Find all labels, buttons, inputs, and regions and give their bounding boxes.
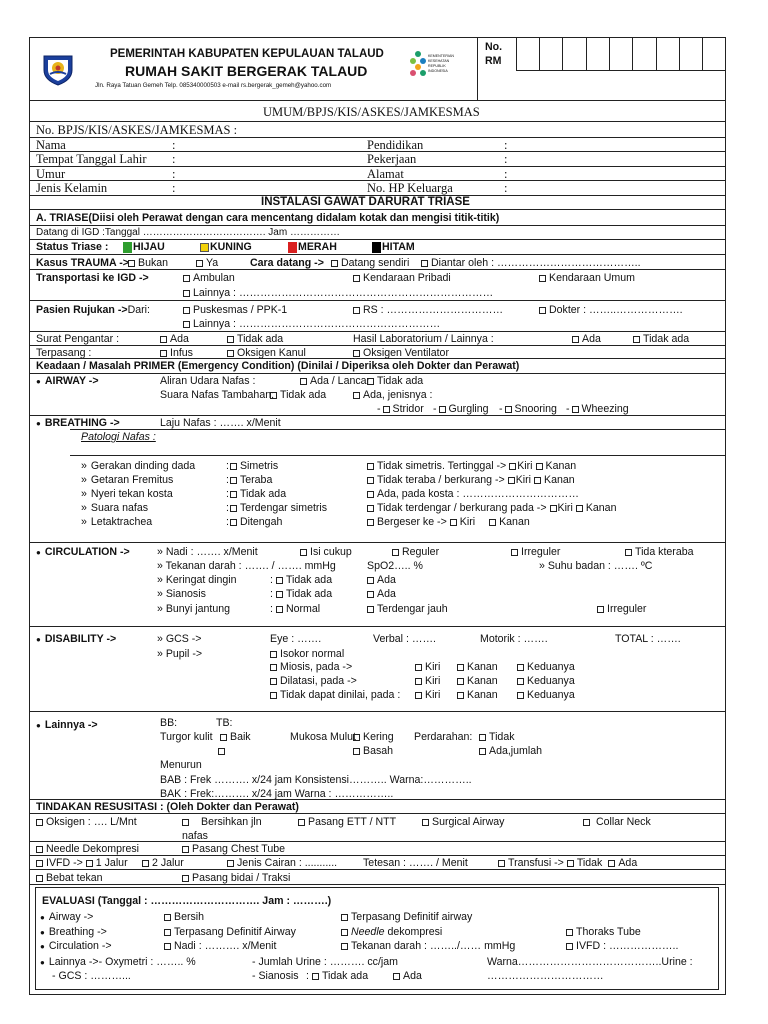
- eval-bersih-checkbox[interactable]: Bersih: [164, 911, 204, 923]
- letak-trachea-label: » Letaktrachea: [81, 516, 153, 528]
- hospital-address: Jln. Raya Tatuan Gemeh Telp. 085340000503 e-mail rs.bergerak_gemeh@yahoo.com: [95, 82, 332, 89]
- spo2-field[interactable]: SpO2….. %: [367, 560, 423, 572]
- getaran-label: » Getaran Fremitus: [81, 474, 174, 486]
- tidak-teraba-checkbox[interactable]: Tidak teraba / berkurang -> Kiri Kanan: [367, 474, 575, 486]
- gcs-label: » GCS ->: [157, 633, 202, 645]
- triase-hijau-option[interactable]: HIJAU: [123, 241, 165, 253]
- eval-gcs-field[interactable]: - GCS : ………...: [52, 970, 131, 982]
- eval-nadi-checkbox[interactable]: Nadi : ………. x/Menit: [164, 940, 276, 952]
- trauma-bukan-checkbox[interactable]: Bukan: [128, 257, 168, 269]
- stridor-checkbox[interactable]: - Stridor: [377, 403, 424, 415]
- eval-thoraks-tube-checkbox[interactable]: Thoraks Tube: [566, 926, 641, 938]
- dilatasi-keduanya-checkbox[interactable]: Keduanya: [517, 675, 575, 687]
- terpasang-label: Terpasang :: [36, 347, 92, 359]
- isokor-checkbox[interactable]: Isokor normal: [270, 648, 344, 660]
- airway-label: ● AIRWAY ->: [36, 375, 99, 387]
- nyeri-tidak-ada-checkbox[interactable]: : Tidak ada: [226, 488, 287, 500]
- oksigen-checkbox[interactable]: Oksigen : …. L/Mnt: [36, 816, 137, 828]
- suhu-field[interactable]: » Suhu badan : ……. ºC: [539, 560, 653, 572]
- gerakan-tidak-simetris-checkbox[interactable]: Tidak simetris. Tertinggal -> Kiri Kanan: [367, 460, 576, 472]
- infus-checkbox[interactable]: Infus: [160, 347, 193, 359]
- keringat-label: » Keringat dingin: [157, 574, 237, 586]
- kemenkes-logo: [410, 50, 458, 84]
- datang-igd-field[interactable]: Datang di IGD :Tanggal ………………………………. Jam ……………: [36, 227, 340, 238]
- gurgling-checkbox[interactable]: - Gurgling: [433, 403, 489, 415]
- eval-lainnya-label: ● Lainnya ->- Oxymetri : …….. %: [40, 956, 196, 968]
- suara-tidak-ada-checkbox[interactable]: Tidak ada: [270, 389, 326, 401]
- gcs-motorik-field[interactable]: Motorik : …….: [480, 633, 548, 645]
- regency-emblem-icon: [40, 52, 76, 86]
- pendidikan-label: Pendidikan: [367, 138, 424, 152]
- sianosis-label: » Sianosis: [157, 588, 206, 600]
- hasil-lab-label: Hasil Laboratorium / Lainnya :: [353, 333, 494, 345]
- jenis-kelamin-label: Jenis Kelamin: [36, 181, 108, 195]
- lab-ada-checkbox[interactable]: Ada: [572, 333, 601, 345]
- alamat-label: Alamat: [367, 167, 404, 181]
- resusitasi-title: TINDAKAN RESUSITASI : (Oleh Dokter dan Perawat): [36, 801, 299, 813]
- teraba-checkbox[interactable]: : Teraba: [226, 474, 273, 486]
- oksigen-kanul-checkbox[interactable]: Oksigen Kanul: [227, 347, 306, 359]
- rm-number-boxes[interactable]: [516, 38, 726, 70]
- surgical-airway-checkbox[interactable]: Surgical Airway: [422, 816, 504, 828]
- triase-heading: A. TRIASE(Diisi oleh Perawat dengan cara mencentang didalam kotak dan mengisi titik-titik): [36, 212, 500, 224]
- bergeser-checkbox[interactable]: Bergeser ke -> Kiri Kanan: [367, 516, 530, 528]
- ett-checkbox[interactable]: Pasang ETT / NTT: [298, 816, 396, 828]
- kendaraan-pribadi-checkbox[interactable]: Kendaraan Pribadi: [353, 272, 451, 284]
- tidak-dinilai-kanan-checkbox[interactable]: Kanan: [457, 689, 498, 701]
- perdarahan-ada-checkbox[interactable]: Ada,jumlah: [479, 745, 542, 757]
- hospital-logo: [40, 52, 76, 86]
- eval-circulation-label: ● Circulation ->: [40, 940, 112, 952]
- aliran-tidak-ada-checkbox[interactable]: Tidak ada: [367, 375, 423, 387]
- nama-label: Nama: [36, 138, 66, 152]
- kendaraan-umum-checkbox[interactable]: Kendaraan Umum: [539, 272, 635, 284]
- cara-datang-label: Cara datang ->: [250, 257, 324, 269]
- laju-nafas-field[interactable]: Laju Nafas : ……. x/Menit: [160, 417, 281, 429]
- sianosis-tidak-ada-checkbox[interactable]: : Tidak ada: [270, 588, 333, 600]
- eval-urine-field[interactable]: - Jumlah Urine : ………. cc/jam: [252, 956, 398, 968]
- eval-airway-label: ● Airway ->: [40, 911, 94, 923]
- nyeri-ada-checkbox[interactable]: Ada, pada kosta : ……………………………: [367, 488, 579, 500]
- rm-label-2: RM: [485, 55, 502, 67]
- bersihkan-checkbox[interactable]: Bersihkan jln: [182, 816, 262, 828]
- ivfd-2jalur-checkbox[interactable]: 2 Jalur: [142, 857, 184, 869]
- pupil-label: » Pupil ->: [157, 648, 203, 660]
- transfusi-checkbox[interactable]: Transfusi -> Tidak Ada: [498, 857, 637, 869]
- eval-terpasang-airway2-checkbox[interactable]: Terpasang Definitif Airway: [164, 926, 296, 938]
- eval-sianosis-tidak-ada-checkbox[interactable]: : Tidak ada: [306, 970, 369, 982]
- snooring-checkbox[interactable]: - Snooring: [499, 403, 557, 415]
- ttl-label: Tempat Tanggal Lahir: [36, 152, 147, 166]
- bpjs-number-field[interactable]: No. BPJS/KIS/ASKES/JAMKESMAS :: [36, 123, 238, 137]
- suara-ada-checkbox[interactable]: Ada, jenisnya :: [353, 389, 433, 401]
- rs-checkbox[interactable]: RS : ……………………………: [353, 304, 503, 316]
- hospital-name: RUMAH SAKIT BERGERAK TALAUD: [125, 63, 368, 79]
- terdengar-simetris-checkbox[interactable]: : Terdengar simetris: [226, 502, 328, 514]
- turgor-label: Turgor kulit: [160, 731, 213, 743]
- triase-kuning-option[interactable]: KUNING: [200, 241, 252, 253]
- bunyi-irreguler-checkbox[interactable]: Irreguler: [597, 603, 646, 615]
- payer-line: UMUM/BPJS/KIS/ASKES/JAMKESMAS: [263, 105, 480, 119]
- eval-terpasang-airway-checkbox[interactable]: Terpasang Definitif airway: [341, 911, 472, 923]
- bb-field[interactable]: BB:: [160, 717, 178, 729]
- bak-field[interactable]: BAK : Frek:………. x/24 jam Warna : ……………..: [160, 788, 394, 800]
- nadi-field[interactable]: » Nadi : ……. x/Menit: [157, 546, 258, 558]
- gov-title: PEMERINTAH KABUPATEN KEPULAUAN TALAUD: [110, 48, 384, 60]
- sianosis-ada-checkbox[interactable]: Ada: [367, 588, 396, 600]
- pekerjaan-label: Pekerjaan: [367, 152, 417, 166]
- umur-label: Umur: [36, 167, 66, 181]
- dilatasi-kiri-checkbox[interactable]: Kiri: [415, 675, 440, 687]
- eval-sianosis-label: - Sianosis: [252, 970, 299, 982]
- surat-pengantar-label: Surat Pengantar :: [36, 333, 120, 345]
- miosis-checkbox[interactable]: Miosis, pada ->: [270, 661, 352, 673]
- tidak-dinilai-keduanya-checkbox[interactable]: Keduanya: [517, 689, 575, 701]
- tidak-dinilai-checkbox[interactable]: Tidak dapat dinilai, pada :: [270, 689, 400, 701]
- tidak-dinilai-kiri-checkbox[interactable]: Kiri: [415, 689, 440, 701]
- status-triase-label: Status Triase :: [36, 241, 109, 253]
- dilatasi-checkbox[interactable]: Dilatasi, pada ->: [270, 675, 357, 687]
- yellow-swatch: [200, 243, 209, 252]
- ivfd-checkbox[interactable]: IVFD -> 1 Jalur: [36, 857, 128, 869]
- rujukan-label: Pasien Rujukan ->Dari:: [36, 304, 150, 316]
- miosis-keduanya-checkbox[interactable]: Keduanya: [517, 661, 575, 673]
- tidak-terdengar-checkbox[interactable]: Tidak terdengar / berkurang pada -> Kiri Kanan: [367, 502, 616, 514]
- datang-sendiri-checkbox[interactable]: Datang sendiri: [331, 257, 409, 269]
- breathing-label: ● BREATHING ->: [36, 417, 120, 429]
- turgor-menurun-checkbox[interactable]: [218, 745, 228, 757]
- triage-form: PEMERINTAH KABUPATEN KEPULAUAN TALAUD RUMAH SAKIT BERGERAK TALAUD Jln. Raya Tatuan Gemeh Telp. 085340000503 e-mail rs.bergerak_gemeh@yahoo.com KEMENTERIAN KESEHATAN REPUBLIK INDONESIA No. RM UMUM/BPJS/KIS/ASKES/JAMKESMAS No. BPJS/KIS/ASKES/JAMKESMAS : Nama : Pendidikan : Tempat Tanggal Lahir : Pekerjaan : Umur : Alamat : Jenis Kelamin : No. HP Keluarga : INSTALASI GAWAT DARURAT TRIASE A. TRIASE(Diisi oleh Perawat dengan cara mencentang didalam kotak dan mengisi titik-titik) Datang di IGD :Tanggal ………………………………. Jam …………… Status Triase : HIJAU KUNING MERAH HITAM Kasus TRAUMA -> Bukan Ya Cara datang -> Datang sendiri Diantar oleh : ………………………………….. Transportasi ke IGD -> Ambulan Kendaraan Pribadi Kendaraan Umum Lainnya : ……………………………………………………………… Pasien Rujukan ->Dari: Puskesmas / PPK-1 RS : …………………………… Dokter : ……..………………. Lainnya : ………………………………………………… Surat Pengantar : Ada Tidak ada Hasil Laboratorium / Lainnya : Ada Tidak ada Terpasang : Infus Oksigen Kanul Oksigen Ventilator Keadaan / Masalah PRIMER (Emergency Condition) (Dinilai / Diperiksa oleh Dokter dan Perawat) ● AIRWAY -> Aliran Udara Nafas : Ada / Lancar Tidak ada Suara Nafas Tambahan: Tidak ada Ada, jenisnya : - Stridor - Gurgling - Snooring - Wheezing ● BREATHING -> Laju Nafas : ……. x/Menit Patologi Nafas : » Gerakan dinding dada : Simetris Tidak simetris. Tertinggal -> Kiri Kanan » Getaran Fremitus : Teraba Tidak teraba / berkurang -> Kiri Kanan » Nyeri tekan kosta : Tidak ada Ada, pada kosta : …………………………… » Suara nafas : Terdengar simetris Tidak terdengar / berkurang pada -> Kiri Kanan » Letaktrachea : Ditengah Bergeser ke -> Kiri Kanan ● CIRCULATION -> » Nadi : ……. x/Menit Isi cukup Reguler Irreguler Tida kteraba » Tekanan darah : ……. / ……. mmHg SpO2….. % » Suhu badan : ……. ºC » Keringat dingin : Tidak ada Ada » Sianosis : Tidak ada Ada » Bunyi jantung : Normal Terdengar jauh Irreguler ● DISABILITY -> » GCS -> Eye : ……. Verbal : ……. Motorik : ……. TOTAL : ……. » Pupil -> Isokor normal Miosis, pada -> Kiri Kanan Keduanya Dilatasi, pada -> Kiri Kanan Keduanya Tidak dapat dinilai, pada : Kiri Kanan Keduanya ● Lainnya -> BB: TB: Turgor kulit Baik Menurun Mukosa Mulut Kering Basah Perdarahan: Tidak Ada,jumlah BAB : Frek ………. x/24 jam Konsistensi……….. Warna:………….. BAK : Frek:………. x/24 jam Warna : …………….. TINDAKAN RESUSITASI : (Oleh Dokter dan Perawat) Oksigen : …. L/Mnt Bersihkan jln nafas Pasang ETT / NTT Surgical Airway Collar Neck Needle Dekompresi Pasang Chest Tube IVFD -> 1 Jalur 2 Jalur Jenis Cairan : ........... Tetesan : ……. / Menit Transfusi -> Tidak Ada Bebat tekan Pasang bidai / Traksi EVALUASI (Tanggal : …………………………. Jam : ……….) ● Airway -> Bersih Terpasang Definitif airway ● Breathing -> Terpasang Definitif Airway Needle dekompresi Thoraks Tube ● Circulation -> Nadi : ………. x/Menit Tekanan darah : ……../…… mmHg IVFD : ……………….. ● Lainnya ->- Oxymetri : …….. % - Jumlah Urine : ………. cc/jam Warna…………………………………..Urine : - GCS : ………... - Sianosis : Tidak ada Ada ……………………………: [29, 37, 726, 995]
- surat-tidak-ada-checkbox[interactable]: Tidak ada: [227, 333, 283, 345]
- gcs-verbal-field[interactable]: Verbal : …….: [373, 633, 436, 645]
- bersihkan-nafas-label: nafas: [182, 830, 208, 842]
- evaluasi-title: EVALUASI (Tanggal : …………………………. Jam : ……….): [42, 895, 332, 907]
- tb-field[interactable]: TB:: [216, 717, 233, 729]
- gerakan-simetris-checkbox[interactable]: : Simetris: [226, 460, 279, 472]
- bidai-checkbox[interactable]: Pasang bidai / Traksi: [182, 872, 290, 884]
- black-swatch: [372, 242, 381, 253]
- isi-cukup-checkbox[interactable]: Isi cukup: [300, 546, 352, 558]
- mukosa-kering-checkbox[interactable]: Kering: [353, 731, 394, 743]
- eval-sianosis-ada-checkbox[interactable]: Ada: [393, 970, 422, 982]
- transportasi-label: Transportasi ke IGD ->: [36, 272, 149, 284]
- disability-label: ● DISABILITY ->: [36, 633, 117, 645]
- nyeri-label: » Nyeri tekan kosta: [81, 488, 173, 500]
- triase-hitam-option[interactable]: HITAM: [372, 241, 415, 253]
- eval-tekanan-checkbox[interactable]: Tekanan darah : ……../…… mmHg: [341, 940, 515, 952]
- dilatasi-kanan-checkbox[interactable]: Kanan: [457, 675, 498, 687]
- reguler-checkbox[interactable]: Reguler: [392, 546, 439, 558]
- tetesan-field[interactable]: Tetesan : ……. / Menit: [363, 857, 468, 869]
- puskesmas-checkbox[interactable]: Puskesmas / PPK-1: [183, 304, 287, 316]
- perdarahan-tidak-checkbox[interactable]: Tidak: [479, 731, 515, 743]
- transport-lainnya-checkbox[interactable]: Lainnya : ………………………………………………………………: [183, 287, 493, 299]
- lab-tidak-ada-checkbox[interactable]: Tidak ada: [633, 333, 689, 345]
- rujukan-lainnya-checkbox[interactable]: Lainnya : …………………………………………………: [183, 318, 440, 330]
- diantar-checkbox[interactable]: Diantar oleh : …………………………………..: [421, 257, 641, 269]
- patologi-nafas-label: Patologi Nafas :: [81, 431, 156, 443]
- oksigen-ventilator-checkbox[interactable]: Oksigen Ventilator: [353, 347, 449, 359]
- health-ministry-text: KEMENTERIAN KESEHATAN REPUBLIK INDONESIA: [428, 54, 454, 73]
- keringat-ada-checkbox[interactable]: Ada: [367, 574, 396, 586]
- keringat-tidak-ada-checkbox[interactable]: : Tidak ada: [270, 574, 333, 586]
- dokter-checkbox[interactable]: Dokter : ……..……………….: [539, 304, 683, 316]
- triase-merah-option[interactable]: MERAH: [288, 241, 337, 253]
- perdarahan-label: Perdarahan:: [414, 731, 473, 743]
- gcs-total-field[interactable]: TOTAL : …….: [615, 633, 681, 645]
- mukosa-label: Mukosa Mulut: [290, 731, 356, 743]
- health-ministry-icon: [410, 50, 426, 80]
- tidak-teraba-nadi-checkbox[interactable]: Tida kteraba: [625, 546, 694, 558]
- bunyi-normal-checkbox[interactable]: : Normal: [270, 603, 321, 615]
- needle-dekompresi-checkbox[interactable]: Needle Dekompresi: [36, 843, 139, 855]
- trauma-ya-checkbox[interactable]: Ya: [196, 257, 218, 269]
- wheezing-checkbox[interactable]: - Wheezing: [566, 403, 629, 415]
- eval-sianosis-note-field[interactable]: ……………………………: [487, 970, 604, 982]
- eval-needle-checkbox[interactable]: Needle dekompresi: [341, 926, 442, 938]
- hp-keluarga-label: No. HP Keluarga: [367, 181, 453, 195]
- circulation-label: ● CIRCULATION ->: [36, 546, 130, 558]
- collar-neck-checkbox[interactable]: Collar Neck: [583, 816, 651, 828]
- red-swatch: [288, 242, 297, 253]
- tekanan-darah-field[interactable]: » Tekanan darah : ……. / ……. mmHg: [157, 560, 336, 572]
- aliran-ada-lancar-checkbox[interactable]: Ada / Lancar: [300, 375, 370, 387]
- irreguler-checkbox[interactable]: Irreguler: [511, 546, 560, 558]
- miosis-kanan-checkbox[interactable]: Kanan: [457, 661, 498, 673]
- bebat-tekan-checkbox[interactable]: Bebat tekan: [36, 872, 103, 884]
- miosis-kiri-checkbox[interactable]: Kiri: [415, 661, 440, 673]
- turgor-menurun-label: Menurun: [160, 759, 202, 771]
- green-swatch: [123, 242, 132, 253]
- turgor-baik-checkbox[interactable]: Baik: [220, 731, 251, 743]
- bab-field[interactable]: BAB : Frek ………. x/24 jam Konsistensi……….. Warna:…………..: [160, 774, 472, 786]
- eval-breathing-label: ● Breathing ->: [40, 926, 107, 938]
- aliran-udara-label: Aliran Udara Nafas :: [160, 375, 256, 387]
- lainnya-label: ● Lainnya ->: [36, 719, 98, 731]
- suara-tambahan-label: Suara Nafas Tambahan:: [160, 389, 275, 401]
- ambulan-checkbox[interactable]: Ambulan: [183, 272, 235, 284]
- eval-warna-urine-field[interactable]: Warna…………………………………..Urine :: [487, 956, 693, 968]
- suara-nafas-label: » Suara nafas: [81, 502, 149, 514]
- gcs-eye-field[interactable]: Eye : …….: [270, 633, 322, 645]
- primer-title: Keadaan / Masalah PRIMER (Emergency Condition) (Dinilai / Diperiksa oleh Dokter dan Perawat): [36, 360, 520, 372]
- bunyi-jantung-label: » Bunyi jantung: [157, 603, 231, 615]
- kasus-trauma-label: Kasus TRAUMA ->: [36, 257, 129, 269]
- chest-tube-checkbox[interactable]: Pasang Chest Tube: [182, 843, 285, 855]
- gerakan-label: » Gerakan dinding dada: [81, 460, 196, 472]
- igd-title: INSTALASI GAWAT DARURAT TRIASE: [261, 196, 470, 208]
- eval-ivfd-checkbox[interactable]: IVFD : ………………..: [566, 940, 678, 952]
- rm-label: No.: [485, 41, 503, 53]
- ditengah-checkbox[interactable]: : Ditengah: [226, 516, 283, 528]
- surat-ada-checkbox[interactable]: Ada: [160, 333, 189, 345]
- mukosa-basah-checkbox[interactable]: Basah: [353, 745, 393, 757]
- jenis-cairan-checkbox[interactable]: Jenis Cairan : ...........: [227, 857, 337, 869]
- terdengar-jauh-checkbox[interactable]: Terdengar jauh: [367, 603, 448, 615]
